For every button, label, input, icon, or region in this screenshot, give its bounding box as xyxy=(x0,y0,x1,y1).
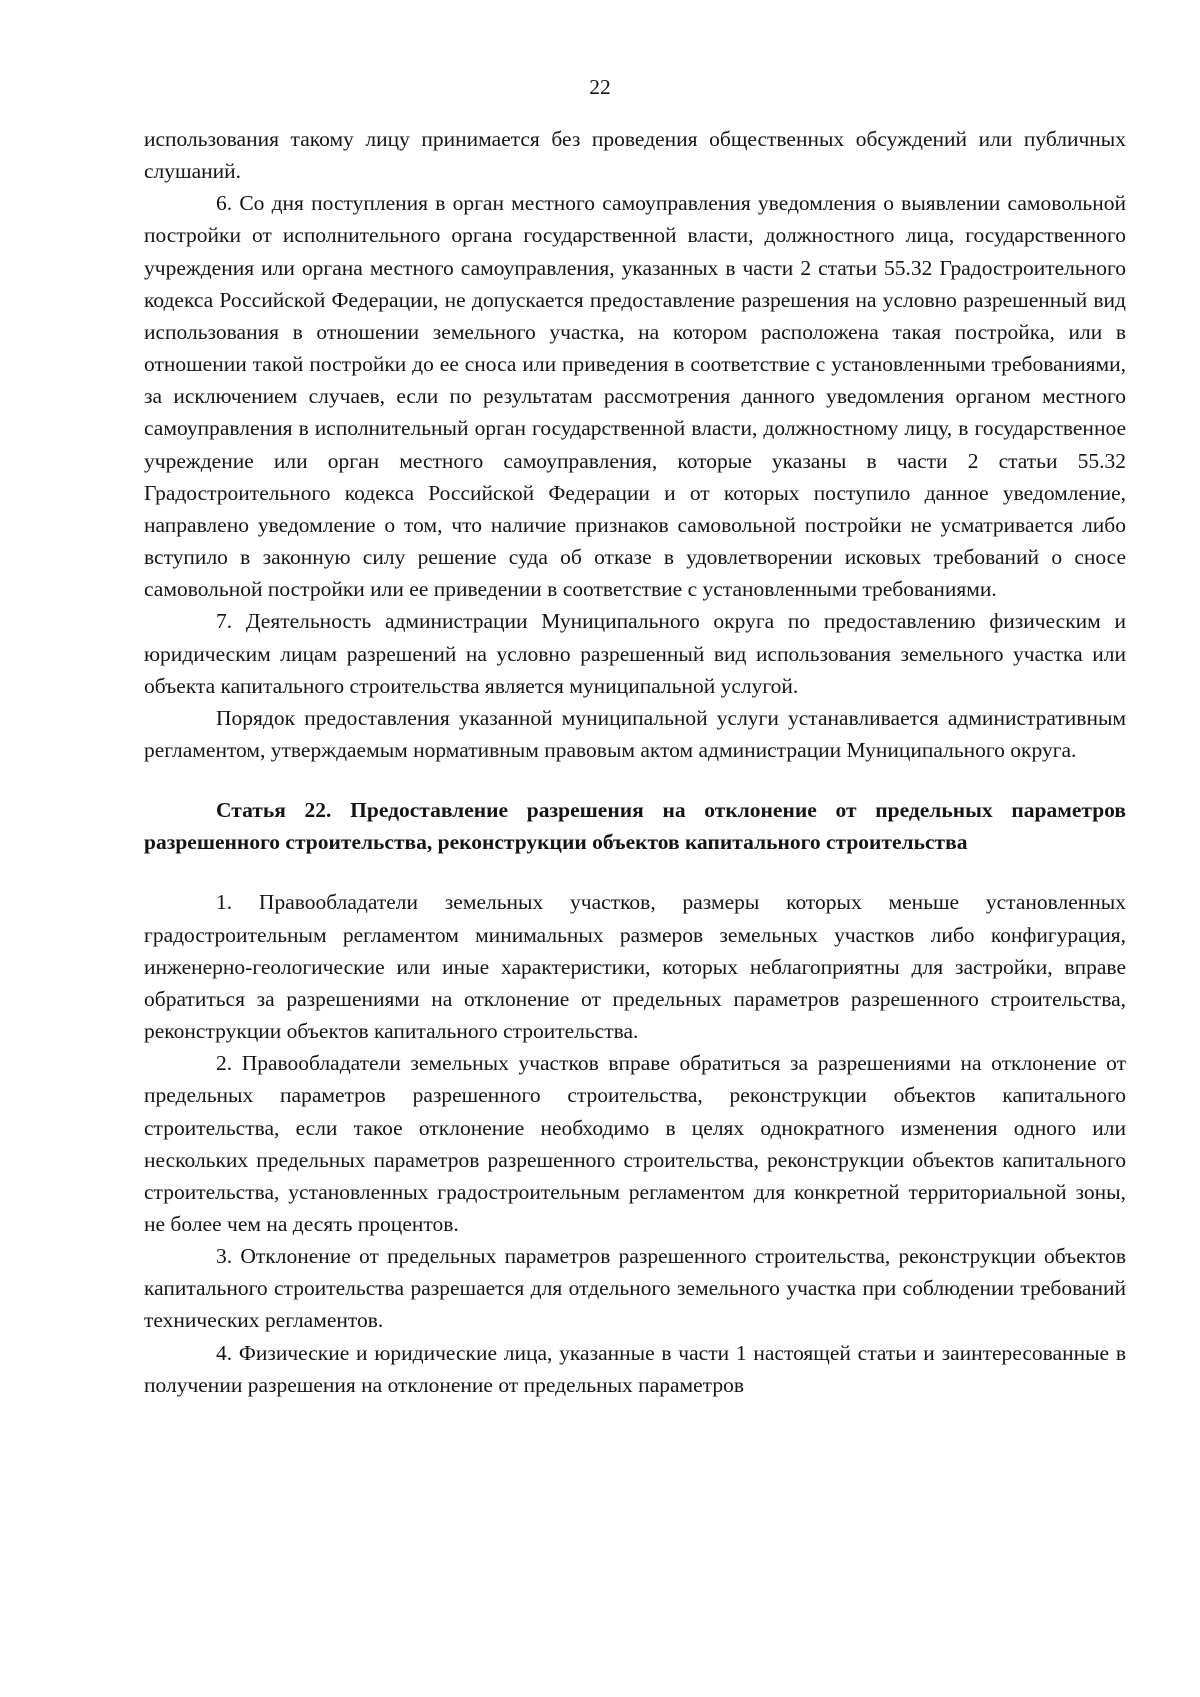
paragraph-procedure: Порядок предоставления указанной муниципальной услуги устанавливается административным регламентом, утверждаемым нормативным правовым актом администрации Муниципального округа. xyxy=(144,705,1126,762)
paragraph-article22-item-2: 2. Правообладатели земельных участков вправе обратиться за разрешениями на отклонение от предельных параметров разрешенного строительства, реконструкции объектов капитального строительства, если такое отклонение необходимо в целях однократного изменения одного или нескольких предельных параметров разрешенного строительства, реконструкции объектов капитального строительства, установленных градостроительным регламентом для конкретной территориальной зоны, не более чем на десять процентов. xyxy=(144,1051,1126,1236)
paragraph-item-7: 7. Деятельность администрации Муниципального округа по предоставлению физическим и юридическим лицам разрешений на условно разрешенный вид использования земельного участка или объекта капитального строительства является муниципальной услугой. xyxy=(144,609,1126,698)
paragraph-article22-item-4: 4. Физические и юридические лица, указанные в части 1 настоящей статьи и заинтересованные в получении разрешения на отклонение от предельных параметров xyxy=(144,1340,1126,1397)
page-number: 22 xyxy=(589,75,611,99)
article-heading: Статья 22. Предоставление разрешения на отклонение от предельных параметров разрешенного строительства, реконструкции объектов капитального строительства xyxy=(144,798,1126,855)
paragraph-item-6: 6. Со дня поступления в орган местного самоуправления уведомления о выявлении самовольной постройки от исполнительного органа государственной власти, должностного лица, государственного учреждения или органа местного самоуправления, указанных в части 2 статьи 55.32 Градостроительного кодекса Российской Федерации, не допускается предоставление разрешения на условно разрешенный вид использования в отношении земельного участка, на котором расположена такая постройка, или в отношении такой постройки до ее сноса или приведения в соответствие с установленными требованиями, за исключением случаев, если по результатам рассмотрения данного уведомления органом местного самоуправления в исполнительный орган государственной власти, должностному лицу, в государственное учреждение или орган местного самоуправления, которые указаны в части 2 статьи 55.32 Градостроительного кодекса Российской Федерации и от которых поступило данное уведомление, направлено уведомление о том, что наличие признаков самовольной постройки не усматривается либо вступило в законную силу решение суда об отказе в удовлетворении исковых требований о сносе самовольной постройки или ее приведении в соответствие с установленными требованиями. xyxy=(144,191,1126,602)
document-body xyxy=(144,123,1126,1401)
paragraph-article22-item-3: 3. Отклонение от предельных параметров разрешенного строительства, реконструкции объектов капитального строительства разрешается для отдельного земельного участка при соблюдении требований технических регламентов. xyxy=(144,1244,1126,1333)
paragraph-article22-item-1: 1. Правообладатели земельных участков, размеры которых меньше установленных градостроительным регламентом минимальных размеров земельных участков либо конфигурация, инженерно-геологические или иные характеристики, которых неблагоприятны для застройки, вправе обратиться за разрешениями на отклонение от предельных параметров разрешенного строительства, реконструкции объектов капитального строительства. xyxy=(144,890,1126,1044)
paragraph-continuation: использования такому лицу принимается без проведения общественных обсуждений или публичных слушаний. xyxy=(144,127,1126,184)
